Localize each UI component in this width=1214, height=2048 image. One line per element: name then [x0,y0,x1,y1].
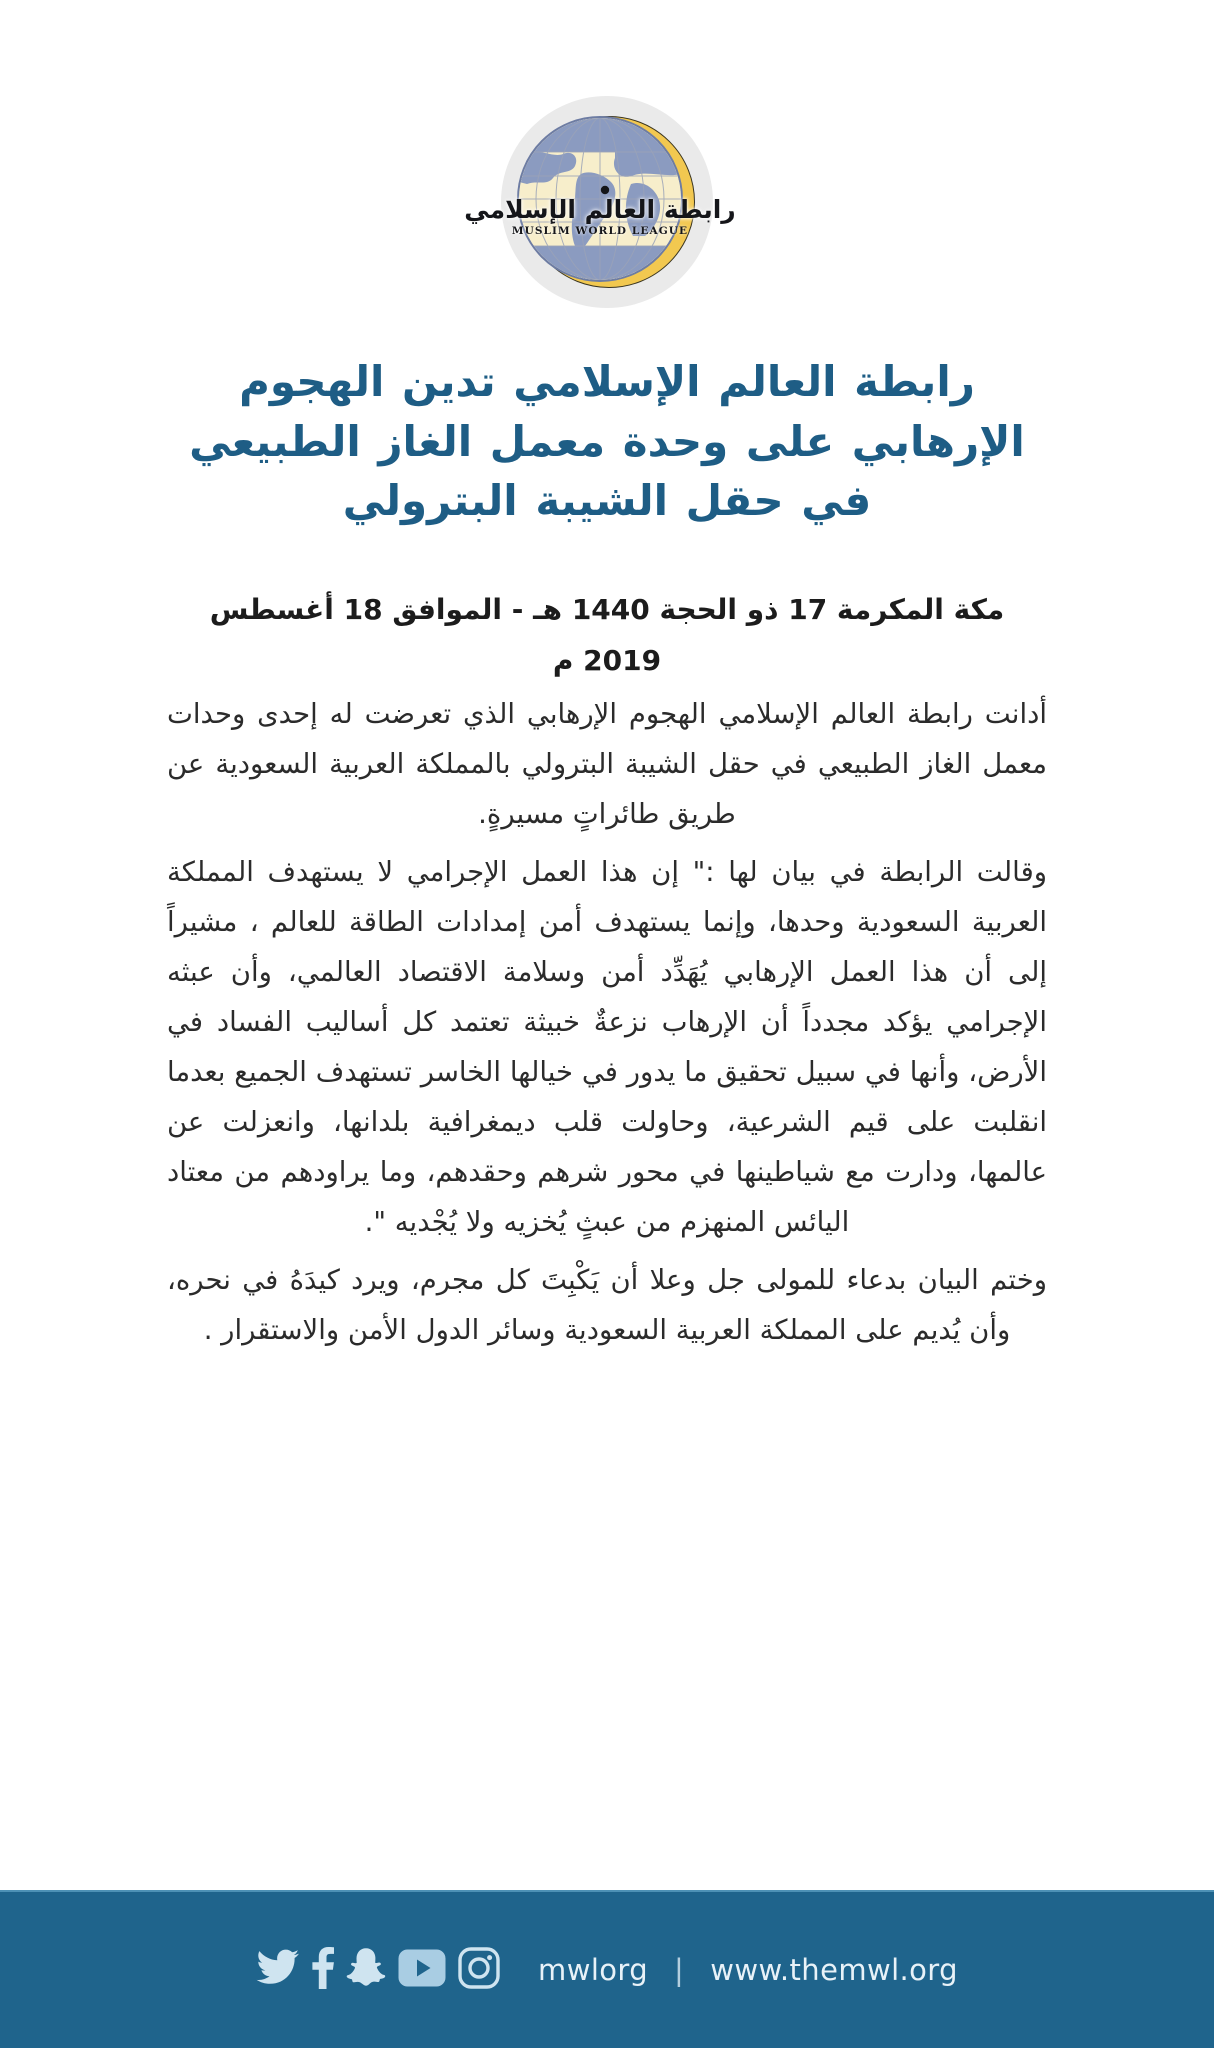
article-paragraph: أدانت رابطة العالم الإسلامي الهجوم الإرهابي الذي تعرضت له إحدى وحدات معمل الغاز الطبيعي في حقل الشيبة البترولي بالمملكة العربية السعودية عن طريق طائراتٍ مسيرةٍ. [167,697,1047,830]
footer-divider: | [674,1953,685,1987]
logo-english-name: MUSLIM WORLD LEAGUE [511,225,689,237]
logo-arabic-name: رابطة العالم الإسلامي [464,195,736,224]
article-body [167,585,1047,1356]
social-links [256,1947,500,1993]
snapchat-icon[interactable] [346,1947,386,1993]
page-title [167,352,1047,531]
headline-line-2: على وحدة معمل الغاز الطبيعي في حقل [189,416,872,526]
headline-line-3: الشيبة البترولي [342,476,668,526]
mecca-marker [601,186,609,194]
headline-line-1: رابطة العالم الإسلامي تدين الهجوم الإرهابي [239,357,1025,466]
youtube-icon[interactable] [398,1949,446,1991]
footer-bar [0,1890,1214,2048]
instagram-icon[interactable] [458,1947,500,1993]
social-handle[interactable]: mwlorg [538,1953,649,1987]
article-paragraph: وختم البيان بدعاء للمولى جل وعلا أن يَكْبِتَ كل مجرم، ويرد كيدَهُ في نحره، وأن يُديم على المملكة العربية السعودية وسائر الدول الأمن والاستقرار . [167,1264,1047,1347]
article-paragraph: وقالت الرابطة في بيان لها :" إن هذا العمل الإجرامي لا يستهدف المملكة العربية السعودية وحدها، وإنما يستهدف أمن إمدادات الطاقة للعالم ، مشيراً إلى أن هذا العمل الإرهابي يُهَدِّد أمن وسلامة الاقتصاد العالمي، وأن عبثه الإجرامي يؤكد مجدداً أن الإرهاب نزعةٌ خبيثة تعتمد كل أساليب الفساد في الأرض، وأنها في سبيل تحقيق ما يدور في خيالها الخاسر تستهدف الجميع بعدما انقلبت على قيم الشرعية، وحاولت قلب ديمغرافية بلدانها، وانعزلت عن عالمها، ودارت مع شياطينها في محور شرهم وحقدهم، وما يراودهم من معتاد اليائس المنهزم من عبثٍ يُخزيه ولا يُجْديه ". [167,855,1047,1239]
website-url[interactable]: www.themwl.org [710,1953,958,1987]
dateline: مكة المكرمة 17 ذو الحجة 1440 هـ - الموافق 18 أغسطس 2019 م [209,592,1005,677]
twitter-icon[interactable] [256,1949,300,1991]
footer-content [256,1947,958,1993]
globe-icon [517,116,683,282]
facebook-icon[interactable] [312,1947,334,1993]
logo-area [0,0,1214,308]
footer-links [538,1953,958,1987]
muslim-world-league-logo [464,96,736,308]
